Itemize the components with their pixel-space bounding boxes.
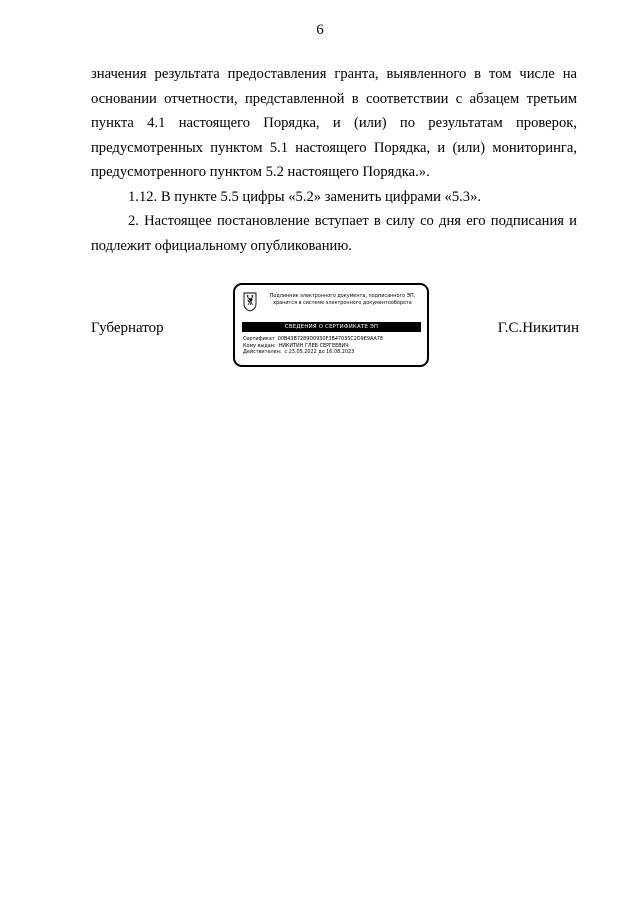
paragraph-continued: значения результата предоставления гранта, выявленного в том числе на основании отчетности, представленной в соответствии с абзацем третьим пункта 4.1 настоящего Порядка, и (или) по результатам проверок, предусмотренных пунктом 5.1 настоящего Порядка, и (или) мониторинга, предусмотренного пунктом 5.2 настоящего Порядка.». <box>91 66 577 180</box>
certificate-row <box>243 336 383 343</box>
signature-block <box>91 283 579 369</box>
signer-name: Г.С.Никитин <box>497 320 579 336</box>
owner-label: Кому выдан: <box>243 342 276 349</box>
stamp-certificate-title: СВЕДЕНИЯ О СЕРТИФИКАТЕ ЭП <box>242 322 421 332</box>
stamp-header <box>261 293 424 306</box>
certificate-label: Сертификат <box>243 336 275 342</box>
validity-value: с 23.05.2022 до 16.08.2023 <box>284 349 355 356</box>
coat-of-arms-icon <box>243 292 257 312</box>
document-body <box>91 62 577 258</box>
electronic-signature-stamp <box>233 283 429 367</box>
signer-position: Губернатор <box>91 320 164 336</box>
item-2: 2. Настоящее постановление вступает в силу со дня его подписания и подлежит официальному опубликованию. <box>91 213 577 254</box>
item-1-12: 1.12. В пункте 5.5 цифры «5.2» заменить цифрами «5.3». <box>128 188 482 205</box>
page-number: 6 <box>316 22 324 38</box>
certificate-value: 00B43B7289D0930F3B47035C2D9E9AA78 <box>277 336 384 342</box>
owner-value: НИКИТИН ГЛЕБ СЕРГЕЕВИЧ <box>278 342 349 349</box>
stamp-details <box>243 336 383 356</box>
validity-row <box>243 349 383 356</box>
stamp-header-line-2: хранится в системе электронного документооборота <box>273 299 412 306</box>
stamp-header-line-1: Подлинник электронного документа, подписанного ЭП, <box>269 293 416 299</box>
validity-label: Действителен: <box>243 349 282 356</box>
